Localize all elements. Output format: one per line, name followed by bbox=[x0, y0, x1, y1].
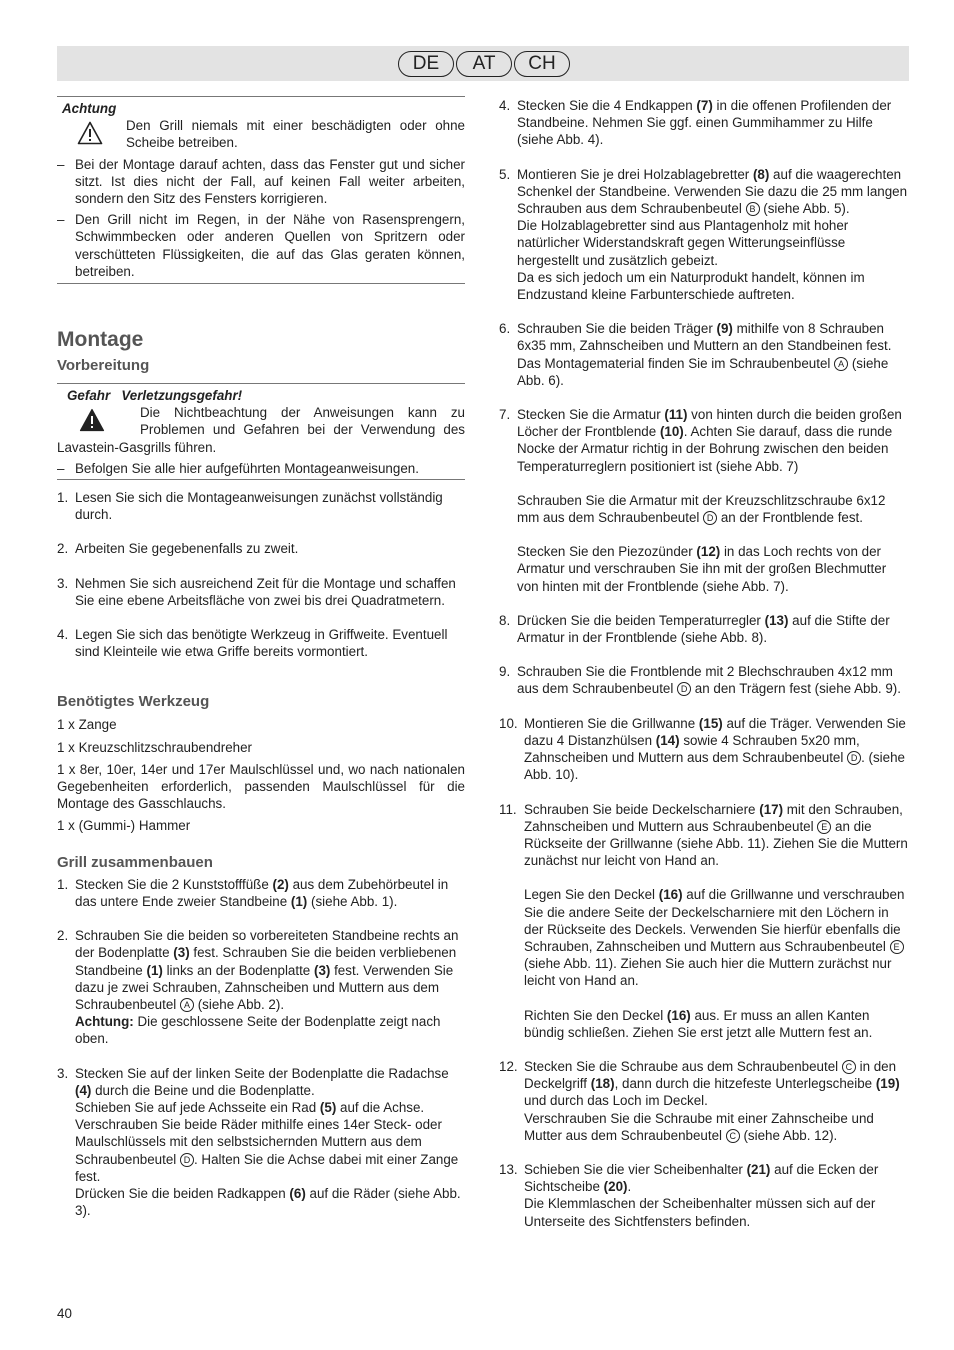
step-number: 13. bbox=[499, 1161, 518, 1177]
step-text: Stecken Sie die Armatur (11) von hinten durch die beiden großen Löcher der Frontblende (10). Achten Sie darauf, dass die runde Nocke der Armatur richtig in der Bohrung zwischen den beiden Temperaturreglern positioniert ist (siehe Abb. 7) bbox=[517, 407, 902, 474]
step-text: Stecken Sie die Schraube aus dem Schraubenbeutel C in den Deckelgriff (18), dann durch die hitzefeste Unterlegscheibe (19) und durch das Loch im Deckel. bbox=[524, 1058, 900, 1109]
assembly-steps-left bbox=[57, 876, 465, 1220]
list-item bbox=[499, 801, 909, 1041]
step-text: Drücken Sie die beiden Temperaturregler (13) auf die Stifte der Armatur in der Frontblende (siehe Abb. 8). bbox=[517, 612, 890, 646]
tool-item: 1 x Kreuzschlitzschraubendreher bbox=[57, 739, 253, 755]
left-column bbox=[57, 96, 465, 1236]
lang-tab-at: AT bbox=[456, 51, 512, 77]
bag-letter-icon: D bbox=[703, 511, 717, 525]
step-text: Schrauben Sie die Armatur mit der Kreuzschlitzschraube 6x12 mm aus dem Schraubenbeutel D an der Frontblende fest. bbox=[517, 492, 886, 526]
step-text: Montieren Sie die Grillwanne (15) auf die Träger. Verwenden Sie dazu 4 Distanzhülsen (14) sowie 4 Schrauben 5x20 mm, Zahnscheiben und Muttern aus dem Schraubenbeutel D . (siehe Abb. 10). bbox=[524, 715, 906, 783]
caution-item-1: – Bei der Montage darauf achten, dass das Fenster gut und sicher sitzt. Ist dies nicht der Fall, auf keinen Fall weiter arbeiten, sondern den Sitz des Fensters korrigieren. bbox=[57, 156, 465, 208]
step-text: Drücken Sie die beiden Radkappen (6) auf die Räder (siehe Abb. 3). bbox=[75, 1185, 461, 1219]
language-tabs bbox=[398, 51, 572, 77]
list-item: 3. Nehmen Sie sich ausreichend Zeit für die Montage und schaffen Sie eine ebene Arbeitsfläche von zwei bis drei Quadratmetern. bbox=[57, 575, 465, 609]
step-number: 5. bbox=[499, 166, 511, 182]
step-text: Schrauben Sie beide Deckelscharniere (17) mit den Schrauben, Zahnscheiben und Muttern aus Schraubenbeutel E an die Rückseite der Grillwanne (siehe Abb. 11). Ziehen Sie die Muttern zunächst nur leicht von Hand an. bbox=[524, 801, 908, 869]
step-text: Stecken Sie die 4 Endkappen (7) in die offenen Profilenden der Standbeine. Nehmen Sie ggf. einen Gummihammer zu Hilfe (siehe Abb. 4). bbox=[517, 98, 892, 148]
step-number: 9. bbox=[499, 664, 511, 680]
caution-box-top-rule bbox=[57, 96, 465, 97]
list-item bbox=[499, 1161, 909, 1230]
right-column bbox=[499, 97, 909, 1247]
list-item bbox=[499, 406, 909, 595]
step-text: Schieben Sie auf jede Achsseite ein Rad (5) auf die Achse. Verschrauben Sie beide Räder mithilfe eines 14er Steck- oder Maulschlüssels mit den selbstsichernden Muttern aus dem Schraubenbeutel D . Halten Sie die Achse dabei mit einer Zange fest. bbox=[75, 1099, 459, 1184]
preparation-steps bbox=[57, 489, 465, 660]
list-item bbox=[499, 663, 909, 697]
preparation-heading: Vorbereitung bbox=[57, 357, 150, 375]
list-item bbox=[499, 612, 909, 646]
step-number: 4. bbox=[499, 98, 511, 113]
list-item bbox=[499, 97, 909, 149]
bag-letter-icon: A bbox=[834, 357, 848, 371]
step-text: Montieren Sie je drei Holzablagebretter (8) auf die waagerechten Schenkel der Standbeine. Verwenden Sie dazu die 25 mm langen Schrauben aus dem Schraubenbeutel B (siehe Abb. 5). bbox=[517, 166, 908, 217]
lang-tab-de: DE bbox=[398, 51, 454, 77]
section-title: Montage bbox=[57, 328, 144, 352]
bag-letter-icon: D bbox=[180, 1153, 194, 1167]
tool-item: 1 x (Gummi-) Hammer bbox=[57, 818, 191, 834]
step-text: Die Klemmlaschen der Scheibenhalter müssen sich auf der Unterseite des Sichtfensters befinden. bbox=[524, 1196, 876, 1229]
list-item: 1. Lesen Sie sich die Montageanweisungen zunächst vollständig durch. bbox=[57, 489, 465, 523]
page-number: 40 bbox=[57, 1306, 72, 1321]
step-text: Schrauben Sie die Frontblende mit 2 Blechschrauben 4x12 mm aus dem Schraubenbeutel D an den Trägern fest (siehe Abb. 9). bbox=[517, 664, 901, 697]
caution-title: Achtung bbox=[62, 101, 117, 116]
list-item bbox=[499, 320, 909, 389]
danger-row bbox=[57, 404, 465, 456]
tool-item: 1 x 8er, 10er, 14er und 17er Maulschlüssel und, wo nach nationalen Gegebenheiten erforderlich, passenden Maulschlüssel für die Montage des Gasschlauchs. bbox=[57, 761, 465, 812]
lang-tab-ch: CH bbox=[514, 51, 570, 77]
list-item bbox=[57, 927, 465, 1047]
assembly-heading: Grill zusammenbauen bbox=[57, 853, 213, 871]
list-item bbox=[499, 715, 909, 784]
danger-text: Die Nichtbeachtung der Anweisungen kann zu Problemen und Gefahren bei der Verwendung des Lavastein-Gasgrills führen. bbox=[57, 405, 465, 455]
bag-letter-icon: D bbox=[847, 751, 861, 765]
list-item bbox=[57, 1065, 465, 1220]
step-number: 3. bbox=[57, 1065, 69, 1081]
warning-filled-icon bbox=[79, 408, 105, 432]
list-item: 4. Legen Sie sich das benötigte Werkzeug in Griffweite. Eventuell sind Kleinteile wie etwa Griffe bereits vormontiert. bbox=[57, 626, 465, 660]
danger-box-top-rule bbox=[57, 383, 465, 384]
step-text: Schieben Sie die vier Scheibenhalter (21) auf die Ecken der Sichtscheibe (20). bbox=[524, 1161, 879, 1195]
caution-row bbox=[57, 117, 465, 151]
step-text: Legen Sie sich das benötigte Werkzeug in Griffweite. Eventuell sind Kleinteile wie etwa Griffe bereits vormontiert. bbox=[75, 627, 448, 660]
tool-item: 1 x Zange bbox=[57, 717, 117, 733]
list-item bbox=[499, 166, 909, 304]
step-number: 2. bbox=[57, 928, 69, 944]
bag-letter-icon: C bbox=[842, 1060, 856, 1074]
danger-title: Verletzungsgefahr! bbox=[121, 388, 243, 404]
step-number: 10. bbox=[499, 715, 518, 731]
bag-letter-icon: A bbox=[180, 998, 194, 1012]
step-text: Schrauben Sie die beiden so vorbereiteten Standbeine rechts an der Bodenplatte (3) fest. Schrauben Sie die beiden verbliebenen Standbeine (1) links an der Bodenplatte (3) fest. Verwenden Sie dazu je zwei Schrauben, Zahnscheiben und Muttern aus dem Schraubenbeutel A (siehe Abb. 2). bbox=[75, 928, 459, 1012]
bag-letter-icon: E bbox=[890, 940, 904, 954]
bag-letter-icon: E bbox=[817, 820, 831, 834]
step-text: Schrauben Sie die beiden Träger (9) mithilfe von 8 Schrauben 6x35 mm, Zahnscheiben und Muttern an den Standbeinen fest. Das Montagematerial finden Sie im Schraubenbeutel A (siehe Abb. 6). bbox=[517, 321, 892, 388]
step-text: Die Holzablagebretter sind aus Plantagenholz mit hoher natürlicher Widerstandskraft gegen Witterungseinflüsse hergestellt und zusätzlich gebeizt. bbox=[517, 218, 849, 268]
caution-text: Den Grill niemals mit einer beschädigten oder ohne Scheibe betreiben. bbox=[126, 118, 465, 151]
step-text: Legen Sie den Deckel (16) auf die Grillwanne und verschrauben Sie die andere Seite der Deckelscharniere mit den Löchern in der Rückseite des Deckels. Verwenden Sie hierfür ebenfalls die Schrauben, Zahnscheiben und Muttern aus Schraubenbeutel E (siehe Abb. 11). Ziehen Sie auch hier die Muttern zurächst nur leicht von Hand an. bbox=[524, 887, 905, 989]
step-text: Stecken Sie den Piezozünder (12) in das Loch rechts von der Armatur und verschrauben Sie ihn mit der großen Blechmutter von hinten mit der Frontblende (siehe Abb. 7). bbox=[517, 544, 887, 594]
bag-letter-icon: C bbox=[726, 1129, 740, 1143]
caution-box-bottom-rule bbox=[57, 283, 465, 284]
step-text: Richten Sie den Deckel (16) aus. Er muss an allen Kanten bündig schließen. Ziehen Sie erst jetzt alle Muttern fest an. bbox=[524, 1007, 873, 1040]
danger-title-row bbox=[57, 387, 465, 404]
step-number: 7. bbox=[499, 407, 511, 423]
bag-letter-icon: B bbox=[746, 202, 760, 216]
warning-outline-icon bbox=[77, 121, 103, 145]
caution-item-2: – Den Grill nicht im Regen, in der Nähe von Rasensprengern, Schwimmbecken oder anderen Quellen von Spritzern oder verschütteten Flüssigkeiten, die auf das Glas geraten können, betreiben. bbox=[57, 211, 465, 280]
danger-label: Gefahr bbox=[67, 388, 111, 404]
step-text: Da es sich jedoch um ein Naturprodukt handelt, können im Endzustand kleine Farbunterschiede auftreten. bbox=[517, 269, 865, 303]
tools-heading: Benötigtes Werkzeug bbox=[57, 693, 210, 711]
step-number: 1. bbox=[57, 876, 69, 892]
step-number: 8. bbox=[499, 612, 511, 628]
list-item bbox=[57, 876, 465, 910]
step-text: Arbeiten Sie gegebenenfalls zu zweit. bbox=[75, 541, 299, 557]
step-text: Achtung: Die geschlossene Seite der Bodenplatte zeigt nach oben. bbox=[75, 1014, 441, 1047]
step-text: Stecken Sie auf der linken Seite der Bodenplatte die Radachse (4) durch die Beine und die Bodenplatte. bbox=[75, 1065, 449, 1098]
bag-letter-icon: D bbox=[677, 682, 691, 696]
step-text: Lesen Sie sich die Montageanweisungen zunächst vollständig durch. bbox=[75, 490, 443, 523]
danger-item: – Befolgen Sie alle hier aufgeführten Montageanweisungen. bbox=[57, 460, 465, 477]
step-text: Nehmen Sie sich ausreichend Zeit für die Montage und schaffen Sie eine ebene Arbeitsfläche von zwei bis drei Quadratmetern. bbox=[75, 575, 456, 608]
list-item bbox=[499, 1058, 909, 1144]
step-text: Stecken Sie die 2 Kunststofffüße (2) aus dem Zubehörbeutel in das untere Ende zweier Standbeine (1) (siehe Abb. 1). bbox=[75, 876, 449, 909]
step-number: 11. bbox=[499, 801, 517, 817]
step-number: 6. bbox=[499, 321, 511, 337]
step-number: 12. bbox=[499, 1058, 518, 1074]
assembly-steps-right bbox=[499, 97, 909, 1230]
step-text: Verschrauben Sie die Schraube mit einer Zahnscheibe und Mutter aus dem Schraubenbeutel C (siehe Abb. 12). bbox=[524, 1110, 874, 1143]
list-item: 2. Arbeiten Sie gegebenenfalls zu zweit. bbox=[57, 540, 465, 557]
